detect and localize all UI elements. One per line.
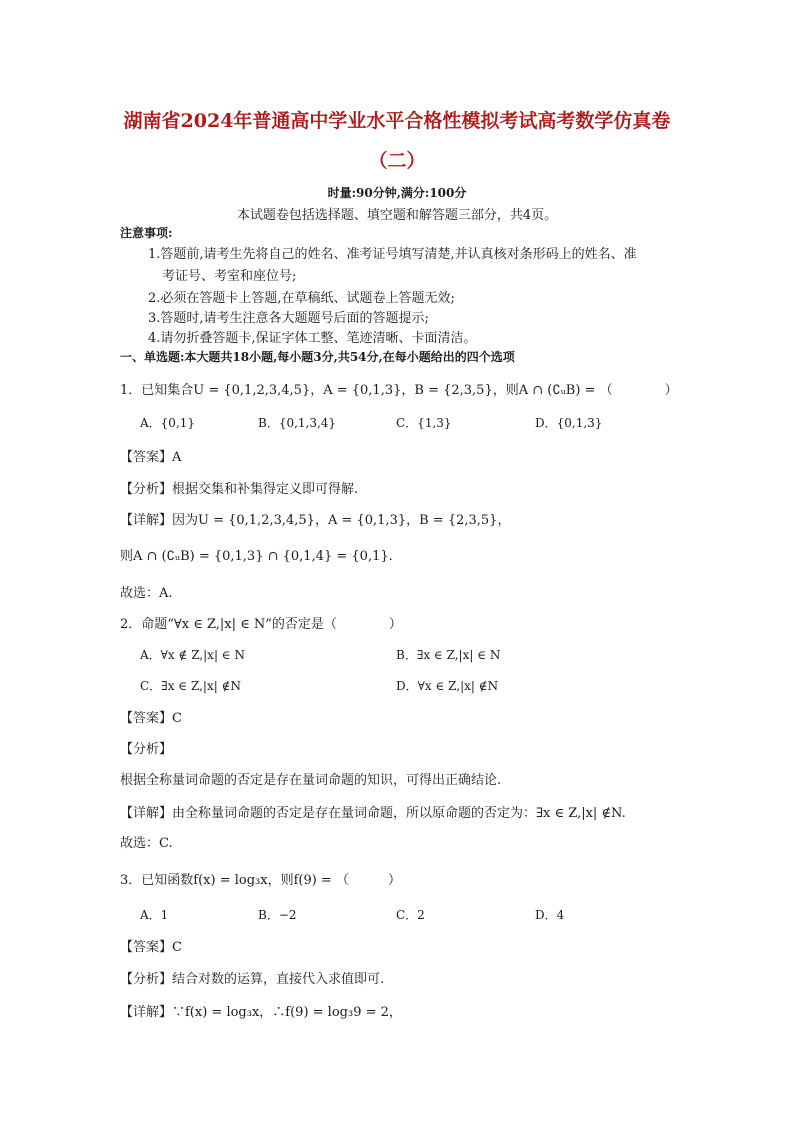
- page-title: 湖南省2024年普通高中学业水平合格性模拟考试高考数学仿真卷: [123, 110, 671, 132]
- question-1-detail: 则A ∩ (∁ᵤB) = {0,1,3} ∩ {0,1,4} = {0,1}.: [120, 549, 393, 564]
- question-3-option-c: C．2: [396, 908, 425, 922]
- question-2-detail: 【详解】由全称量词命题的否定是存在量词命题，所以原命题的否定为：∃x ∈ Z,|x| ∉N.: [120, 806, 626, 821]
- question-1-analysis: 【分析】根据交集和补集得定义即可得解.: [120, 482, 359, 497]
- question-2-option-d: D．∀x ∈ Z,|x| ∉N: [396, 679, 499, 693]
- question-3-answer: 【答案】C: [120, 940, 182, 955]
- time-score: 时量:90分钟,满分:100分: [327, 186, 467, 200]
- question-3-detail: 【详解】∵f(x) = log₃x，∴f(9) = log₃9 = 2，: [120, 1005, 402, 1020]
- question-3-analysis: 【分析】结合对数的运算，直接代入求值即可.: [120, 972, 385, 987]
- intro-text: 本试题卷包括选择题、填空题和解答题三部分，共4页。: [236, 208, 558, 223]
- question-3-option-d: D．4: [535, 908, 565, 922]
- question-1-stem: 1．已知集合U = {0,1,2,3,4,5}，A = {0,1,3}，B = {2,3,5}，则A ∩ (∁ᵤB) = （ ）: [120, 383, 678, 398]
- page-subtitle: （二）: [368, 150, 426, 172]
- question-2-stem: 2．命题“∀x ∈ Z,|x| ∈ N”的否定是（ ）: [120, 617, 402, 632]
- question-2-option-a: A．∀x ∉ Z,|x| ∈ N: [140, 648, 245, 662]
- question-1-answer: 【答案】A: [120, 450, 182, 465]
- question-2-analysis-heading: 【分析】: [120, 742, 173, 757]
- question-3-option-a: A．1: [140, 908, 169, 922]
- question-2-option-c: C．∃x ∈ Z,|x| ∉N: [140, 679, 241, 693]
- notice-item: 2.必须在答题卡上答题,在草稿纸、试题卷上答题无效;: [148, 291, 455, 306]
- question-1-conclusion: 故选：A.: [120, 586, 173, 601]
- question-1-option-a: A．{0,1}: [140, 416, 196, 430]
- notice-item: 3.答题时,请考生注意各大题题号后面的答题提示;: [148, 311, 429, 326]
- question-1-option-d: D．{0,1,3}: [535, 416, 603, 430]
- notice-item: 考证号、考室和座位号;: [162, 269, 297, 284]
- question-2-option-b: B．∃x ∈ Z,|x| ∈ N: [396, 648, 501, 662]
- question-2-analysis: 根据全称量词命题的否定是存在量词命题的知识，可得出正确结论.: [120, 773, 502, 788]
- question-3-stem: 3．已知函数f(x) = log₃x，则f(9) = （ ）: [120, 873, 401, 888]
- question-1-option-b: B．{0,1,3,4}: [258, 416, 337, 430]
- notice-item: 1.答题前,请考生先将自己的姓名、准考证号填写清楚,并认真核对条形码上的姓名、准: [148, 247, 637, 262]
- question-3-option-b: B．−2: [258, 908, 297, 922]
- notice-item: 4.请勿折叠答题卡,保证字体工整、笔迹清晰、卡面清洁。: [148, 331, 477, 346]
- question-1-detail: 【详解】因为U = {0,1,2,3,4,5}，A = {0,1,3}，B = {2,3,5}，: [120, 513, 511, 528]
- question-2-answer: 【答案】C: [120, 711, 182, 726]
- section-heading: 一、单选题:本大题共18小题,每小题3分,共54分,在每小题给出的四个选项: [120, 350, 515, 364]
- question-2-conclusion: 故选：C.: [120, 836, 173, 851]
- notice-heading: 注意事项:: [120, 226, 173, 240]
- question-1-option-c: C．{1,3}: [396, 416, 452, 430]
